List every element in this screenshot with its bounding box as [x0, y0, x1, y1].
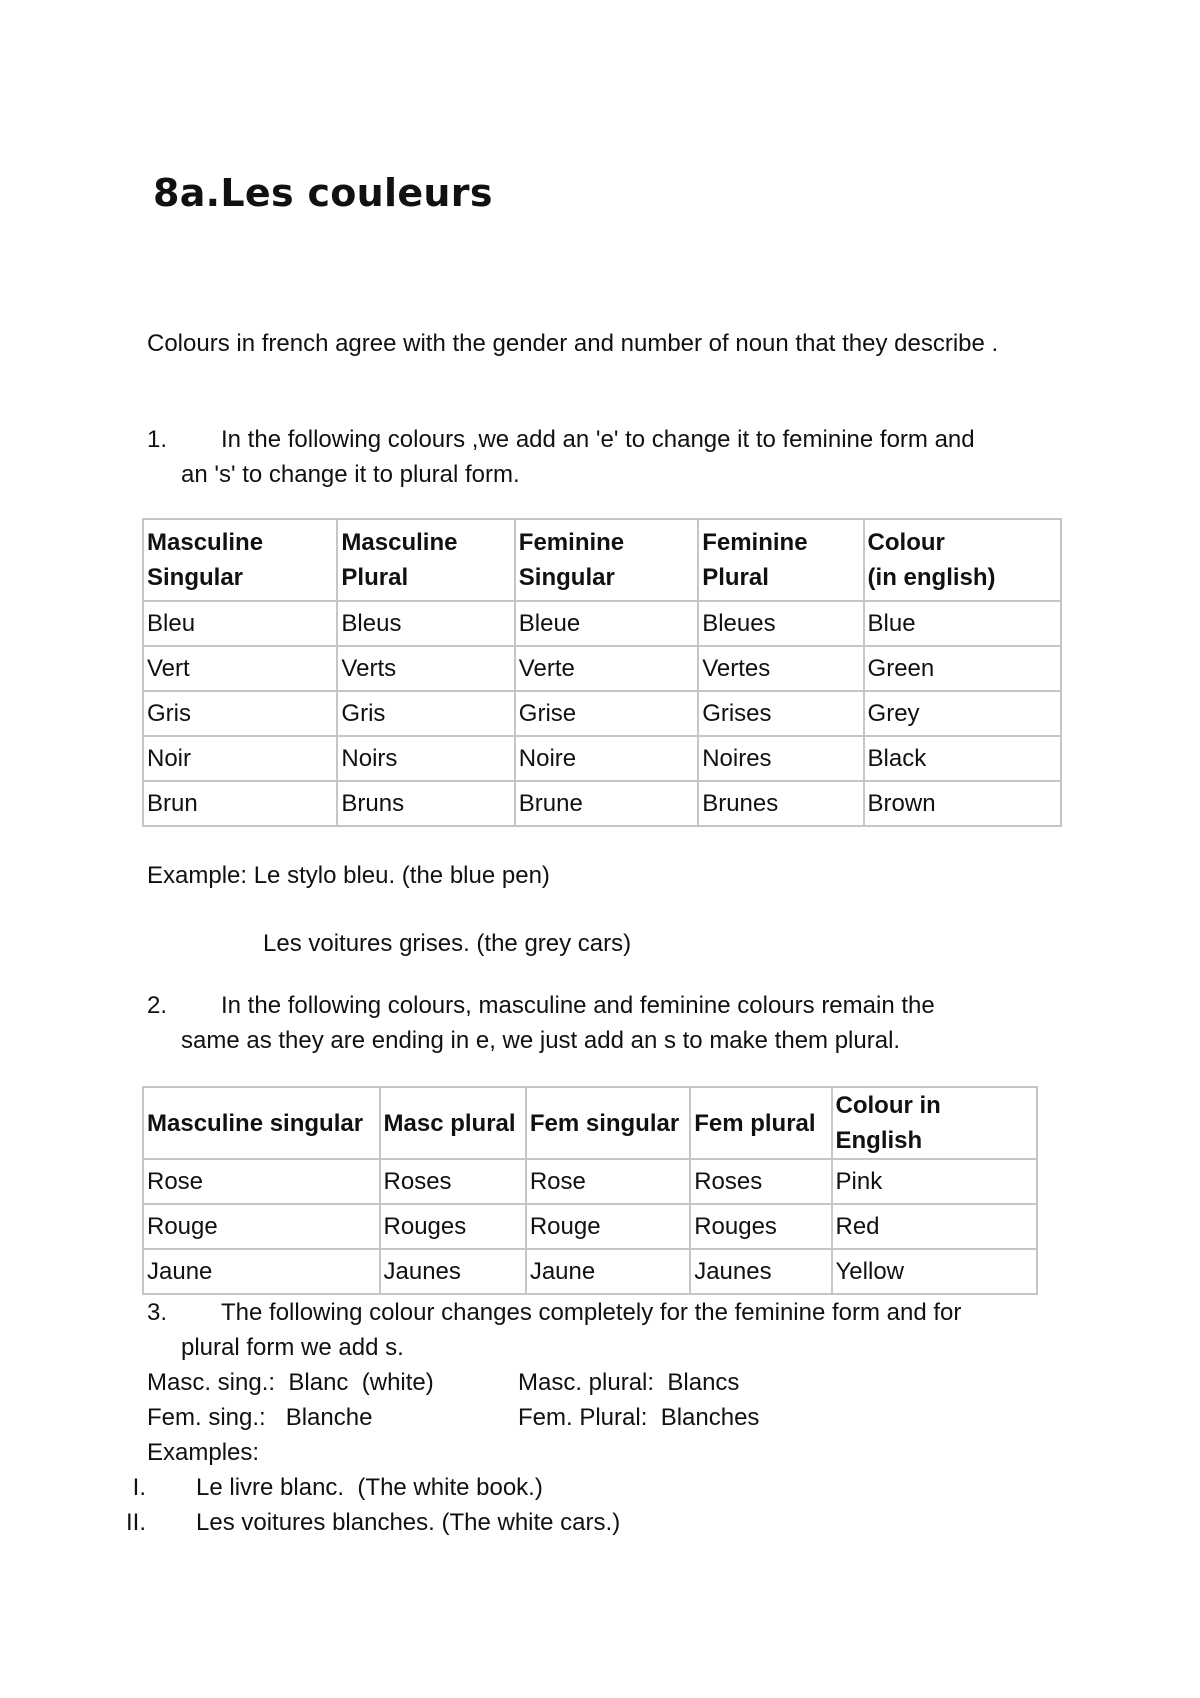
table-cell: Bleues	[698, 601, 863, 646]
table-cell: Bleu	[143, 601, 337, 646]
list-item-text-line-2: an 's' to change it to plural form.	[181, 461, 520, 488]
table-row	[143, 1204, 1037, 1249]
table-cell: Rouge	[143, 1204, 380, 1249]
roman-numeral: II.	[125, 1509, 146, 1536]
example-sentence-2: Les voitures grises. (the grey cars)	[263, 930, 632, 957]
table-header-row	[143, 1087, 1037, 1159]
table-row	[143, 781, 1061, 826]
header-feminine-plural: Feminine Plural	[698, 519, 863, 601]
table-row	[143, 736, 1061, 781]
examples-heading: Examples:	[147, 1439, 260, 1466]
table-cell: Noirs	[337, 736, 514, 781]
table-row	[143, 691, 1061, 736]
table-cell: Rouge	[526, 1204, 690, 1249]
table-header-row	[143, 519, 1061, 601]
header-colour-english: Colour (in english)	[864, 519, 1061, 601]
list-item-text-line-2: same as they are ending in e, we just add an s to make them plural.	[181, 1027, 901, 1054]
list-item-2	[147, 988, 1067, 1058]
table-cell: Jaune	[143, 1249, 380, 1294]
table-cell: Rose	[526, 1159, 690, 1204]
feminine-singular-form: Fem. sing.: Blanche	[147, 1404, 373, 1431]
feminine-plural-form: Fem. Plural: Blanches	[518, 1404, 760, 1431]
table-cell: Bleue	[515, 601, 698, 646]
table-cell: Yellow	[832, 1249, 1038, 1294]
roman-numeral: I.	[132, 1474, 146, 1501]
header-masculine-singular: Masculine Singular	[143, 519, 337, 601]
table-row	[143, 601, 1061, 646]
table-cell: Rouges	[380, 1204, 526, 1249]
table-cell: Blue	[864, 601, 1061, 646]
example-sentence-1: Example: Le stylo bleu. (the blue pen)	[147, 862, 550, 889]
list-item-3	[147, 1295, 1067, 1365]
invariable-colours-table	[142, 1086, 1038, 1295]
list-number: 2.	[147, 992, 168, 1019]
table-row	[143, 1249, 1037, 1294]
header-fem-plural: Fem plural	[690, 1087, 831, 1159]
table-cell: Bleus	[337, 601, 514, 646]
example-sentence: Le livre blanc. (The white book.)	[196, 1474, 543, 1501]
table-cell: Verte	[515, 646, 698, 691]
header-masculine-singular: Masculine singular	[143, 1087, 380, 1159]
table-cell: Gris	[143, 691, 337, 736]
header-feminine-singular: Feminine Singular	[515, 519, 698, 601]
table-cell: Green	[864, 646, 1061, 691]
table-cell: Verts	[337, 646, 514, 691]
table-cell: Vert	[143, 646, 337, 691]
list-item-text	[147, 988, 1067, 1058]
table-cell: Jaunes	[690, 1249, 831, 1294]
table-row	[143, 646, 1061, 691]
list-item-text-line-1: In the following colours ,we add an 'e' to change it to feminine form and	[221, 426, 975, 453]
list-item-text-line-1: In the following colours, masculine and feminine colours remain the	[221, 992, 935, 1019]
header-masc-plural: Masc plural	[380, 1087, 526, 1159]
page-title: 8a.Les couleurs	[153, 171, 493, 215]
table-cell: Grises	[698, 691, 863, 736]
header-masculine-plural: Masculine Plural	[337, 519, 514, 601]
list-item-1	[147, 422, 1067, 492]
table-cell: Brown	[864, 781, 1061, 826]
table-cell: Jaunes	[380, 1249, 526, 1294]
list-item-text	[147, 422, 1067, 492]
intro-paragraph: Colours in french agree with the gender and number of noun that they describe .	[147, 330, 999, 357]
table-cell: Grey	[864, 691, 1061, 736]
table-row	[143, 1159, 1037, 1204]
header-fem-singular: Fem singular	[526, 1087, 690, 1159]
list-item-text-line-1: The following colour changes completely for the feminine form and for	[221, 1299, 962, 1326]
example-sentence: Les voitures blanches. (The white cars.)	[196, 1509, 621, 1536]
table-cell: Brune	[515, 781, 698, 826]
list-number: 3.	[147, 1299, 168, 1326]
table-cell: Gris	[337, 691, 514, 736]
table-cell: Roses	[380, 1159, 526, 1204]
masculine-singular-form: Masc. sing.: Blanc (white)	[147, 1369, 434, 1396]
table-cell: Rouges	[690, 1204, 831, 1249]
table-cell: Bruns	[337, 781, 514, 826]
table-cell: Black	[864, 736, 1061, 781]
list-item-text	[147, 1295, 1067, 1365]
table-cell: Red	[832, 1204, 1038, 1249]
table-cell: Grise	[515, 691, 698, 736]
list-item-text-line-2: plural form we add s.	[181, 1334, 404, 1361]
table-cell: Noires	[698, 736, 863, 781]
table-cell: Rose	[143, 1159, 380, 1204]
list-number: 1.	[147, 426, 168, 453]
colour-agreement-table	[142, 518, 1062, 827]
table-cell: Noire	[515, 736, 698, 781]
header-colour-english: Colour in English	[832, 1087, 1038, 1159]
table-cell: Vertes	[698, 646, 863, 691]
masculine-plural-form: Masc. plural: Blancs	[518, 1369, 740, 1396]
table-cell: Roses	[690, 1159, 831, 1204]
table-cell: Pink	[832, 1159, 1038, 1204]
table-cell: Brunes	[698, 781, 863, 826]
table-cell: Jaune	[526, 1249, 690, 1294]
table-cell: Brun	[143, 781, 337, 826]
table-cell: Noir	[143, 736, 337, 781]
